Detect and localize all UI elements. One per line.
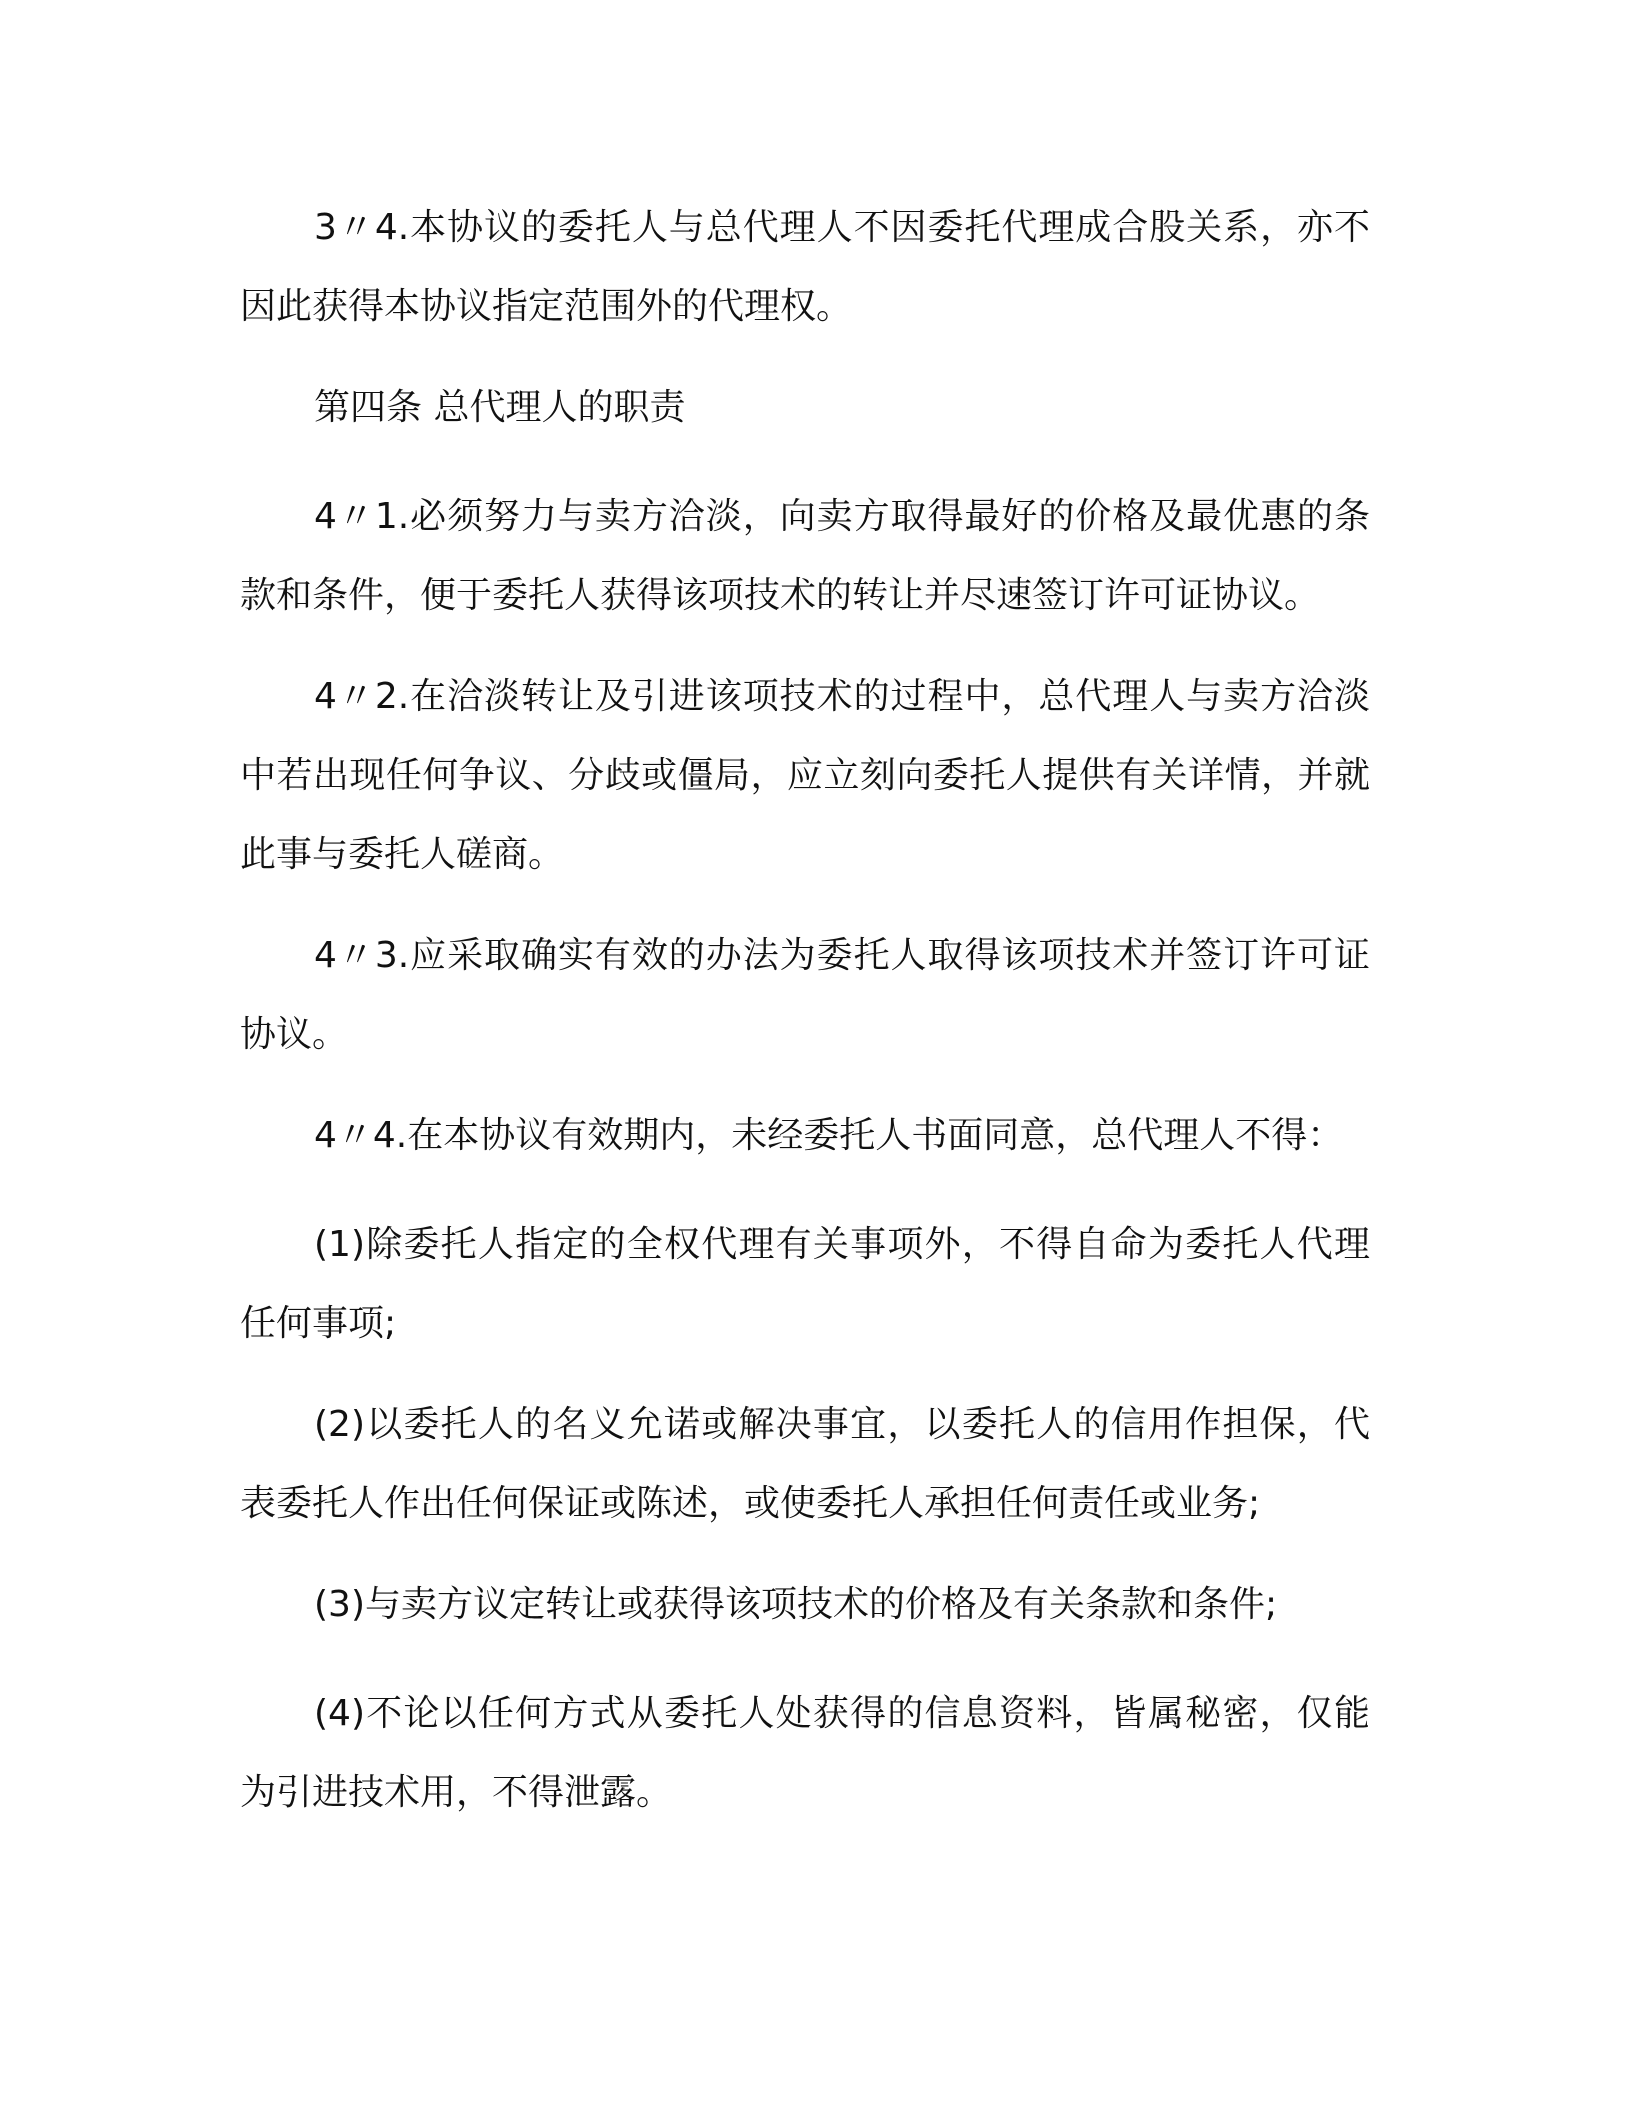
paragraph-4-4: 4〃4.在本协议有效期内，未经委托人书面同意，总代理人不得： (314, 1115, 1344, 1156)
paragraph-3-4: 3〃4.本协议的委托人与总代理人不因委托代理成合股关系，亦不因此获得本协议指定范围外的代理权。 (240, 207, 1370, 327)
clause-2: (2)以委托人的名义允诺或解决事宜，以委托人的信用作担保，代表委托人作出任何保证或陈述，或使委托人承担任何责任或业务; (240, 1404, 1370, 1524)
clause-1: (1)除委托人指定的全权代理有关事项外，不得自命为委托人代理任何事项; (240, 1224, 1370, 1344)
paragraph-4-3: 4〃3.应采取确实有效的办法为委托人取得该项技术并签订许可证协议。 (240, 935, 1370, 1055)
paragraph-4-2: 4〃2.在洽淡转让及引进该项技术的过程中，总代理人与卖方洽淡中若出现任何争议、分歧或僵局，应立刻向委托人提供有关详情，并就此事与委托人磋商。 (240, 676, 1370, 875)
document-body (240, 188, 1370, 1854)
clause-3: (3)与卖方议定转让或获得该项技术的价格及有关条款和条件; (314, 1584, 1278, 1625)
paragraph-4-1: 4〃1.必须努力与卖方洽淡，向卖方取得最好的价格及最优惠的条款和条件，便于委托人获得该项技术的转让并尽速签订许可证协议。 (240, 496, 1370, 616)
clause-4: (4)不论以任何方式从委托人处获得的信息资料，皆属秘密，仅能为引进技术用，不得泄露。 (240, 1693, 1370, 1813)
article-4-heading: 第四条 总代理人的职责 (314, 387, 686, 428)
